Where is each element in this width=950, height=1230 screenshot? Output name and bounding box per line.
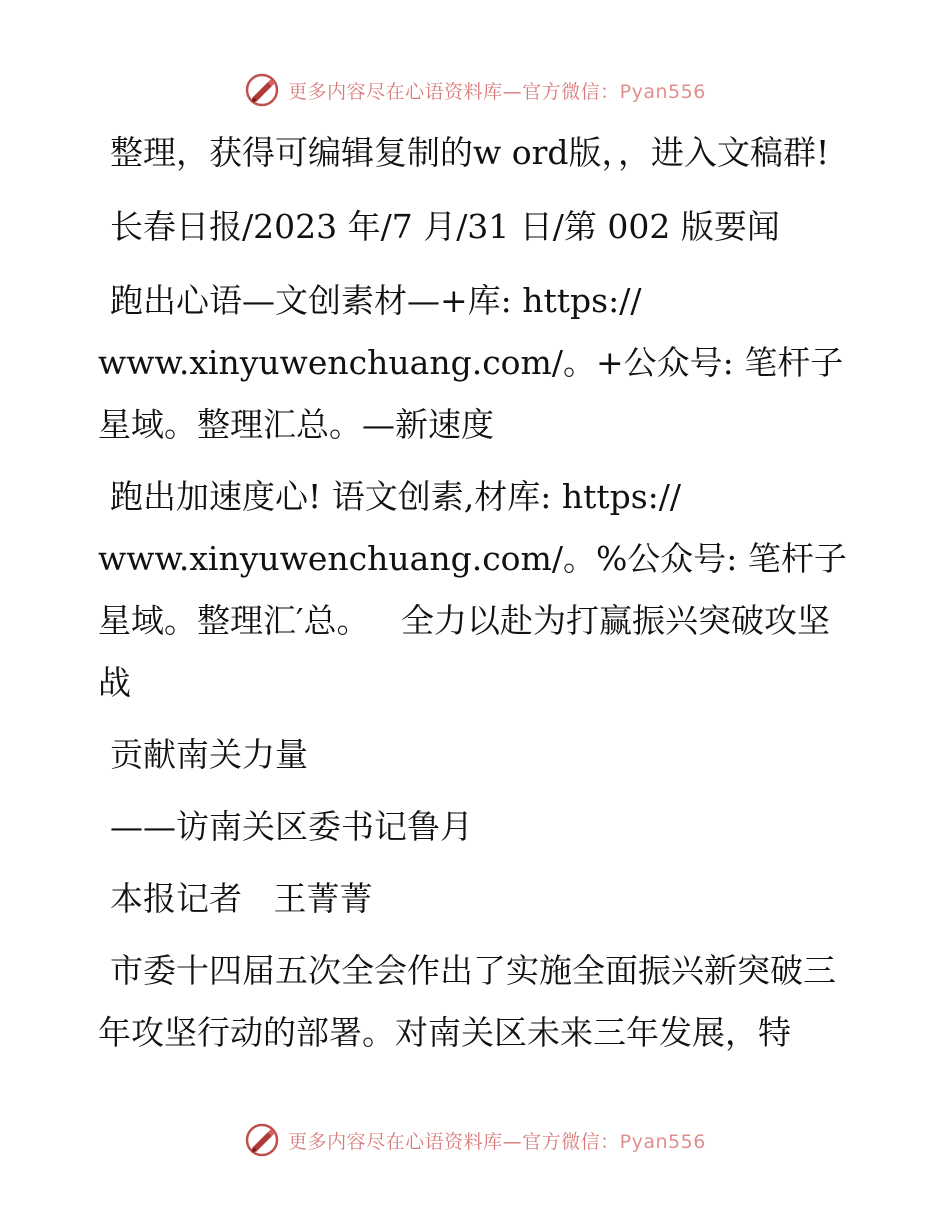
article-subtitle: ——访南关区委书记鲁月: [110, 807, 473, 846]
byline: 本报记者 王菁菁: [110, 879, 373, 918]
watermark-wechat-id: Pyan556: [619, 80, 706, 103]
watermark-header: [0, 70, 950, 110]
watermark-text: [288, 1127, 706, 1154]
watermark-footer: [0, 1120, 950, 1160]
watermark-wechat-id: Pyan556: [619, 1130, 706, 1153]
pen-logo-icon: [244, 1122, 280, 1158]
watermark-label: 更多内容尽在心语资料库—官方微信：: [288, 80, 620, 103]
document-body: [98, 122, 858, 1064]
promo-paragraph-2: 跑出加速度心! 语文创素,材库: https:// www.xinyuwenchuang.com/。%公众号: 笔杆子星域。整理汇′总。 全力以赴为打赢振兴突破攻坚战: [98, 477, 847, 702]
promo-paragraph-1: 跑出心语—文创素材—+库: https:// www.xinyuwenchuang.com/。+公众号: 笔杆子星域。整理汇总。—新速度: [98, 281, 844, 444]
watermark-label: 更多内容尽在心语资料库—官方微信：: [288, 1130, 620, 1153]
article-title: 贡献南关力量: [110, 735, 308, 774]
intro-paragraph: 整理，获得可编辑复制的w ord版，，进入文稿群!: [110, 133, 830, 172]
source-line: 长春日报/2023 年/7 月/31 日/第 002 版要闻: [110, 207, 780, 246]
pen-logo-icon: [244, 72, 280, 108]
watermark-text: [288, 77, 706, 104]
body-paragraph: 市委十四届五次全会作出了实施全面振兴新突破三年攻坚行动的部署。对南关区未来三年发展，特: [98, 951, 836, 1052]
